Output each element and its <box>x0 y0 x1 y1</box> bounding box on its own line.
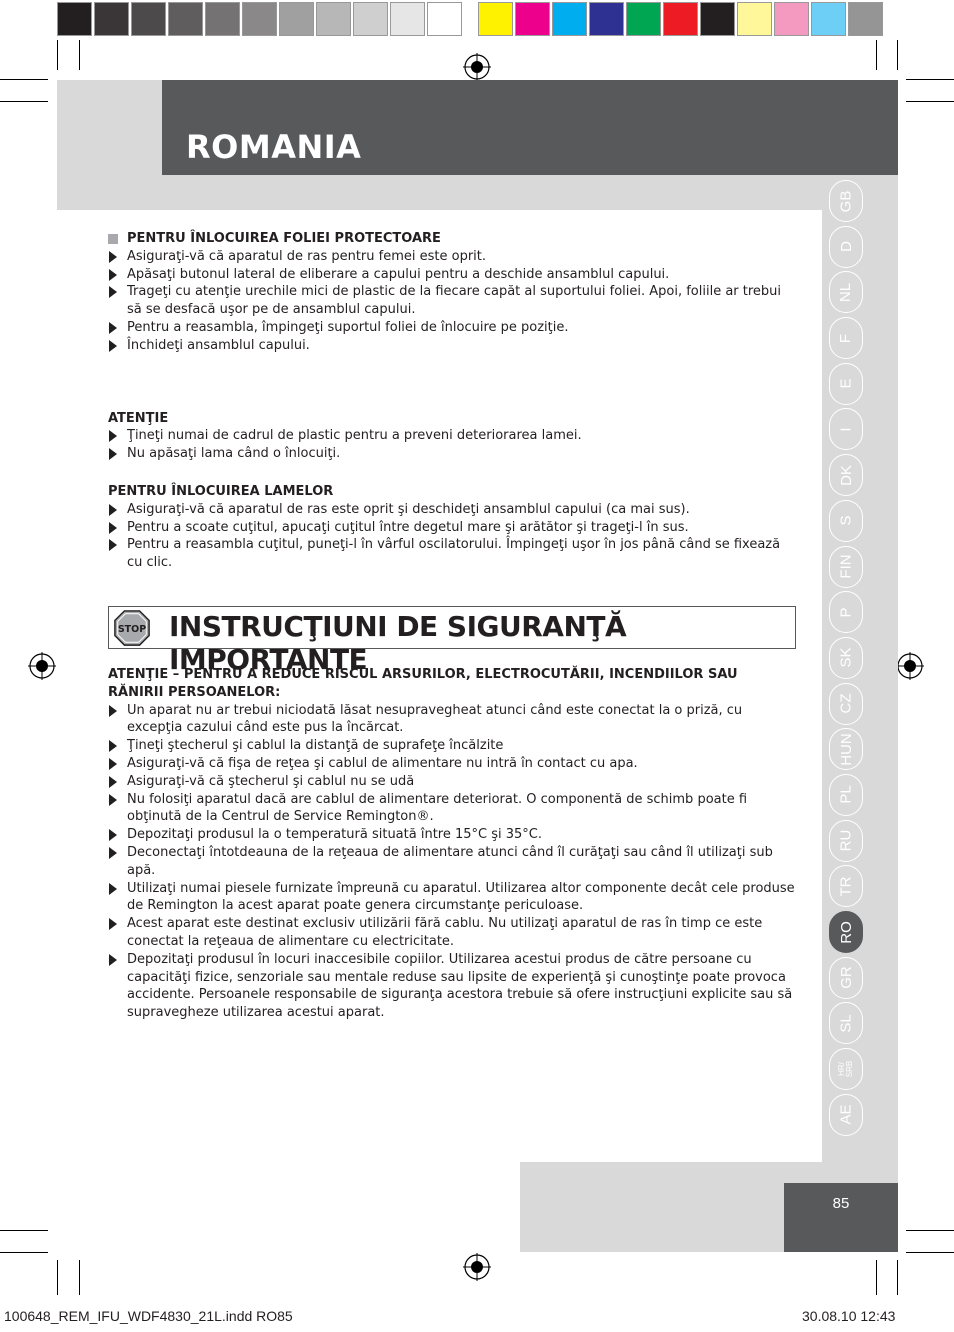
frame-top <box>57 175 898 210</box>
language-tab-hun[interactable]: HUN <box>829 728 863 770</box>
language-tab-sl[interactable]: SL <box>829 1002 863 1044</box>
color-swatch <box>700 2 735 36</box>
crop-mark <box>906 1230 954 1231</box>
list-item: Închideţi ansamblul capului. <box>108 337 796 355</box>
color-swatch <box>94 2 129 36</box>
instruction-list <box>108 501 796 572</box>
crop-mark <box>897 40 898 70</box>
color-swatch <box>626 2 661 36</box>
language-tab-f[interactable]: F <box>829 317 863 359</box>
crop-mark <box>876 40 877 70</box>
crop-mark <box>57 1260 58 1295</box>
square-bullet-icon <box>108 234 118 244</box>
color-swatch <box>515 2 550 36</box>
safety-list <box>108 702 796 1022</box>
list-item: Asiguraţi-vă că aparatul de ras este oprit şi deschideţi ansamblul capului (ca mai sus). <box>108 501 796 519</box>
color-swatch <box>663 2 698 36</box>
list-item: Trageţi cu atenţie urechile mici de plastic de la fiecare capăt al suportului foliei. Apoi, foliile ar trebui să se desfacă uşor pe de ansamblul capului. <box>108 283 796 319</box>
color-calibration-bar <box>57 2 885 38</box>
language-tab-gb[interactable]: GB <box>829 180 863 222</box>
main-content <box>108 230 796 572</box>
language-tab-e[interactable]: E <box>829 363 863 405</box>
crop-mark <box>0 79 48 80</box>
registration-mark-icon <box>28 652 56 680</box>
crop-mark <box>0 1252 48 1253</box>
title-bar <box>162 80 898 175</box>
list-item: Deconectaţi întotdeauna de la reţeaua de alimentare atunci când îl curăţaţi sau când îl utilizaţi sub apă. <box>108 844 796 880</box>
registration-mark-icon <box>463 1253 491 1281</box>
list-item: Asiguraţi-vă că aparatul de ras pentru femei este oprit. <box>108 248 796 266</box>
list-item: Ţineţi ştecherul şi cablul la distanţă de suprafeţe încălzite <box>108 737 796 755</box>
language-tab-pl[interactable]: PL <box>829 774 863 816</box>
color-swatch <box>316 2 351 36</box>
crop-mark <box>57 40 58 70</box>
crop-mark <box>79 40 80 70</box>
color-swatch <box>774 2 809 36</box>
language-tab-s[interactable]: S <box>829 500 863 542</box>
language-tab-p[interactable]: P <box>829 591 863 633</box>
list-item: Utilizaţi numai piesele furnizate împreună cu aparatul. Utilizarea altor componente decât cele produse de Remington la acest aparat poate genera circumstanţe periculoase. <box>108 880 796 916</box>
language-tab-ae[interactable]: AE <box>829 1094 863 1136</box>
language-tab-i[interactable]: I <box>829 408 863 450</box>
crop-mark <box>79 1260 80 1295</box>
crop-mark <box>906 1252 954 1253</box>
color-swatch <box>811 2 846 36</box>
registration-mark-icon <box>463 53 491 81</box>
instruction-list <box>108 427 796 463</box>
language-tab-dk[interactable]: DK <box>829 454 863 496</box>
color-swatch <box>57 2 92 36</box>
color-swatch <box>131 2 166 36</box>
language-tab-ru[interactable]: RU <box>829 820 863 862</box>
color-swatch <box>390 2 425 36</box>
list-item: Pentru a reasambla cuţitul, puneţi-l în vârful oscilatorului. Împingeţi uşor în jos până când se fixează cu clic. <box>108 536 796 572</box>
crop-mark <box>906 101 954 102</box>
crop-mark <box>876 1260 877 1295</box>
color-swatch <box>427 2 462 36</box>
list-item: Asiguraţi-vă că fişa de reţea şi cablul de alimentare nu intră în contact cu apa. <box>108 755 796 773</box>
list-item: Depozitaţi produsul la o temperatură situată între 15°C şi 35°C. <box>108 826 796 844</box>
safety-banner <box>108 606 796 676</box>
list-item: Acest aparat este destinat exclusiv utilizării fără cablu. Nu utilizaţi aparatul de ras în timp ce este conectat la reţeaua de alimentare cu electricitate. <box>108 915 796 951</box>
stop-sign-icon <box>113 609 151 647</box>
page-title: ROMANIA <box>186 128 362 166</box>
list-item: Asiguraţi-vă că ştecherul şi cablul nu se udă <box>108 773 796 791</box>
registration-mark-icon <box>896 652 924 680</box>
svg-text:STOP: STOP <box>117 623 147 635</box>
list-item: Pentru a scoate cuţitul, apucaţi cuţitul între degetul mare şi arătător şi trageţi-l în sus. <box>108 519 796 537</box>
crop-mark <box>897 1260 898 1295</box>
color-swatch <box>552 2 587 36</box>
color-swatch <box>478 2 513 36</box>
safety-title: INSTRUCŢIUNI DE SIGURANŢĂ IMPORTANTE <box>169 610 627 676</box>
language-tab-ro[interactable]: RO <box>829 911 863 953</box>
crop-mark <box>0 1230 48 1231</box>
list-item: Ţineţi numai de cadrul de plastic pentru a preveni deteriorarea lamei. <box>108 427 796 445</box>
safety-content <box>108 666 796 1022</box>
list-item: Un aparat nu ar trebui niciodată lăsat nesupravegheat atunci când este conectat la o priză, cu excepţia cazului când este pus la încărcat. <box>108 702 796 738</box>
language-tab-cz[interactable]: CZ <box>829 683 863 725</box>
list-item: Pentru a reasambla, împingeţi suportul foliei de înlocuire pe poziţie. <box>108 319 796 337</box>
section-heading: ATENŢIE – PENTRU A REDUCE RISCUL ARSURILOR, ELECTROCUTĂRII, INCENDIILOR SAU RĂNIRII PERSOANELOR: <box>108 667 738 700</box>
color-swatch <box>353 2 388 36</box>
section-heading: PENTRU ÎNLOCUIREA FOLIEI PROTECTOARE <box>108 230 796 248</box>
crop-mark <box>0 101 48 102</box>
section-heading: PENTRU ÎNLOCUIREA LAMELOR <box>108 483 334 499</box>
instruction-list <box>108 248 796 355</box>
crop-mark <box>906 79 954 80</box>
language-tab-gr[interactable]: GR <box>829 957 863 999</box>
color-swatch <box>848 2 883 36</box>
language-tab-nl[interactable]: NL <box>829 271 863 313</box>
language-tab-sk[interactable]: SK <box>829 637 863 679</box>
color-swatch <box>737 2 772 36</box>
language-tab-hr-srb[interactable]: HR/ SRB <box>829 1048 863 1090</box>
color-swatch <box>589 2 624 36</box>
color-swatch <box>279 2 314 36</box>
footer-date: 30.08.10 12:43 <box>802 1308 896 1324</box>
section-heading: ATENŢIE <box>108 410 169 426</box>
color-swatch <box>242 2 277 36</box>
list-item: Depozitaţi produsul în locuri inaccesibile copiilor. Utilizarea acestui produs de către persoane cu capacităţi fizice, senzoriale sau mentale reduse sau lipsite de experienţă şi cunoştinţe poate provoca accidente. Persoanele responsabile de siguranţa acestora trebuie să ofere instrucţiuni explicite sau să supravegheze utilizarea acestui aparat. <box>108 951 796 1022</box>
list-item: Nu apăsaţi lama când o înlocuiţi. <box>108 445 796 463</box>
page-number: 85 <box>784 1183 898 1252</box>
list-item: Apăsaţi butonul lateral de eliberare a capului pentru a deschide ansamblul capului. <box>108 266 796 284</box>
language-tab-fin[interactable]: FIN <box>829 546 863 588</box>
list-item: Nu folosiţi aparatul dacă are cablul de alimentare deteriorat. O componentă de schimb poate fi obţinută de la Centrul de Service Remington®. <box>108 791 796 827</box>
color-swatch <box>168 2 203 36</box>
color-swatch <box>205 2 240 36</box>
language-tab-d[interactable]: D <box>829 226 863 268</box>
language-tab-tr[interactable]: TR <box>829 865 863 907</box>
footer-file: 100648_REM_IFU_WDF4830_21L.indd RO85 <box>4 1308 293 1324</box>
language-tabs <box>827 180 867 1139</box>
